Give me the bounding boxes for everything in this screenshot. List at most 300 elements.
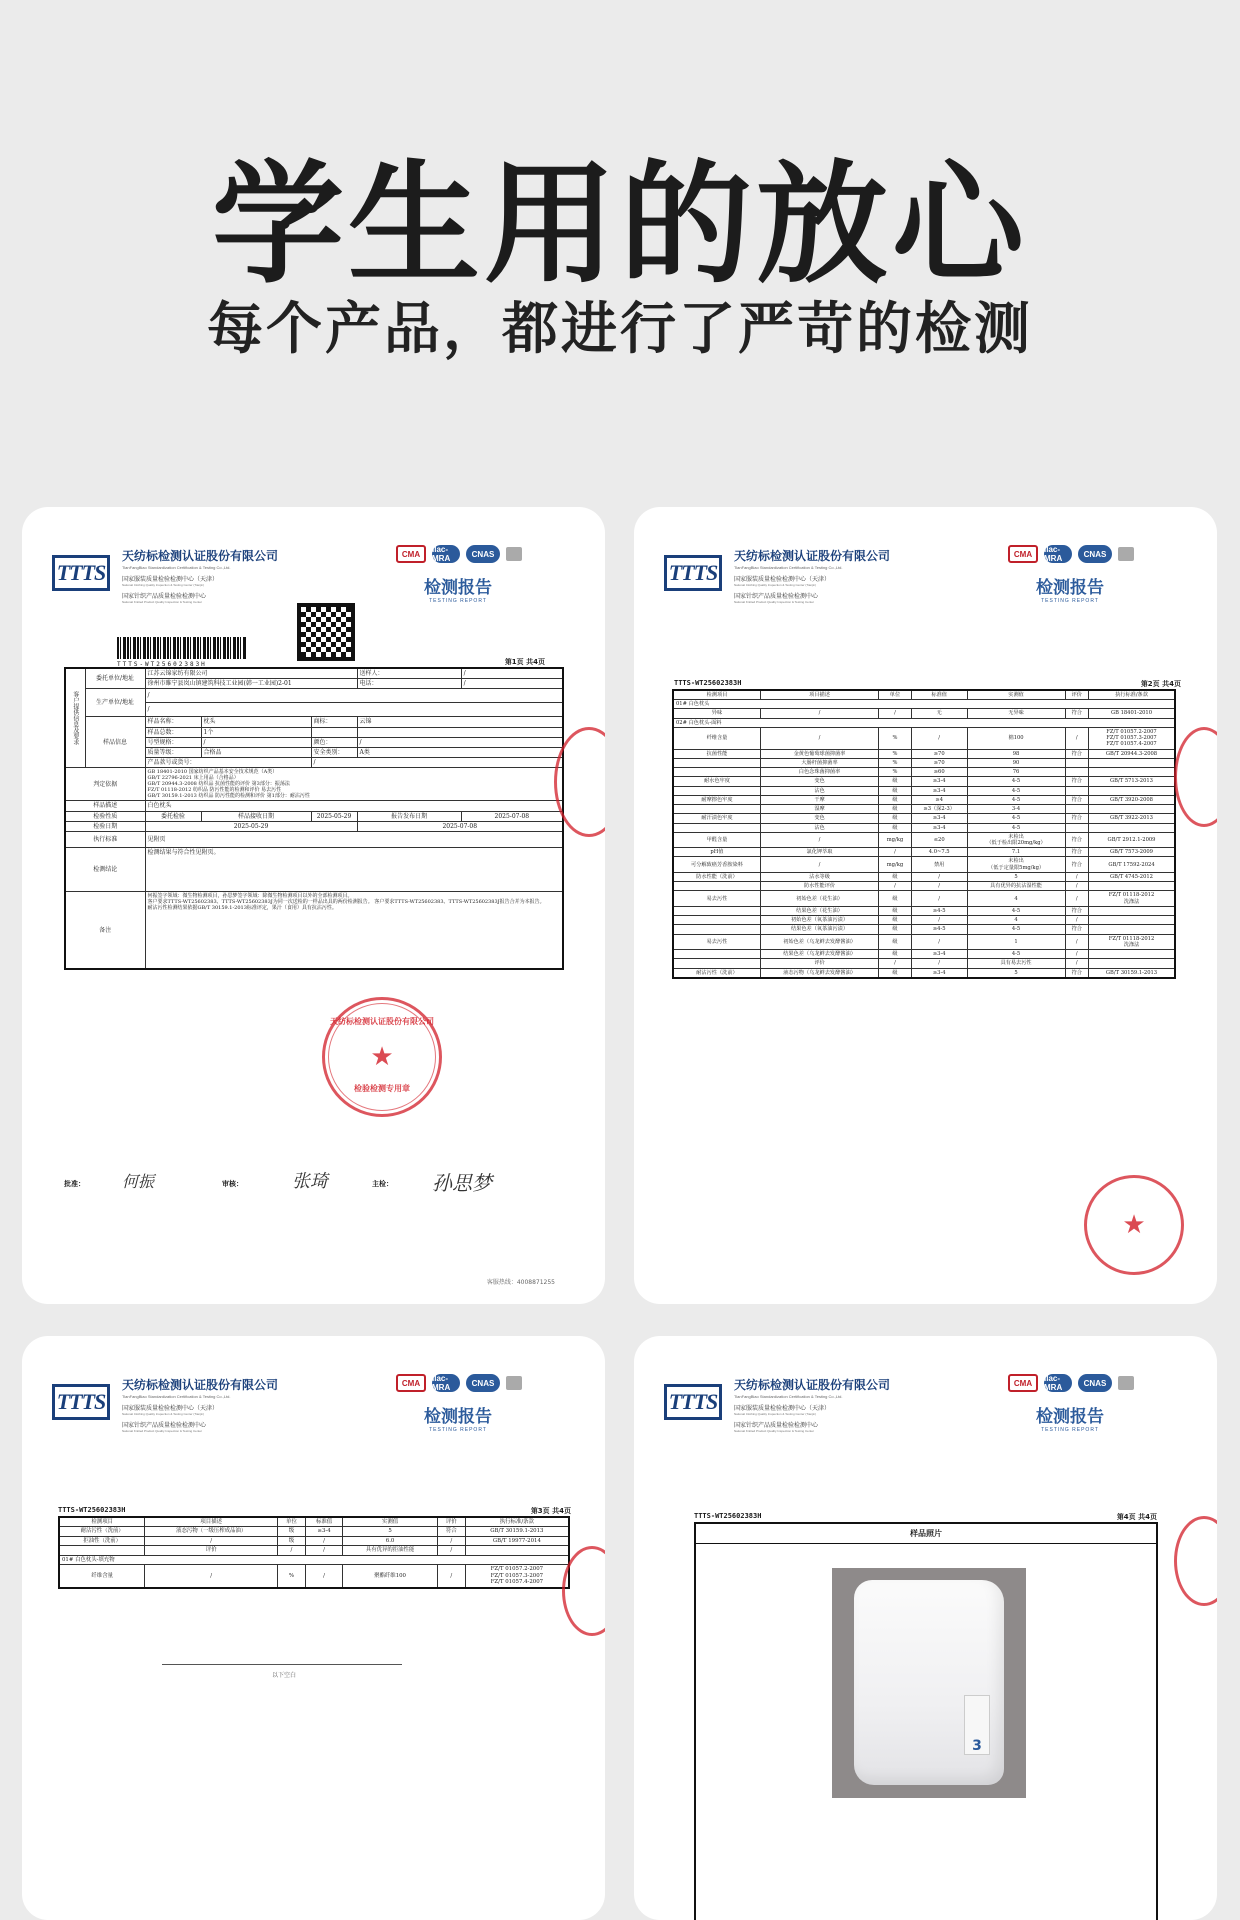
column-header: 标准值: [305, 1517, 342, 1527]
table-cell: GB/T 20944.3-2008: [1089, 749, 1175, 758]
table-row: [673, 968, 1175, 978]
report-card-page-4[interactable]: [634, 1336, 1217, 1920]
table-cell: 湿摩: [760, 805, 878, 814]
table-cell: 初始色差（花生油）: [760, 891, 878, 906]
producer-value: /: [145, 689, 563, 703]
table-cell: ≥3-4: [911, 823, 967, 832]
table-cell: [673, 959, 760, 968]
table-cell: /: [760, 857, 878, 872]
table-row: [673, 832, 1175, 847]
report-card-page-3[interactable]: [22, 1336, 605, 1920]
qr-mark-icon: [1118, 547, 1134, 561]
table-row: [673, 749, 1175, 758]
report-title-cn: 检测报告: [424, 578, 492, 598]
table-cell: 级: [879, 968, 912, 978]
sample-info-label: 样品信息: [85, 717, 145, 768]
center-2-en: National Knitted Product Quality Inspection & Testing Center: [734, 1429, 814, 1433]
conclusion-label: 检测结论: [65, 847, 145, 891]
edge-stamp-icon: [1174, 1516, 1217, 1606]
ilac-icon: ilac-MRA: [432, 1374, 460, 1392]
cnas-icon: CNAS: [466, 1374, 500, 1392]
table-cell: ≥70: [911, 758, 967, 767]
table-cell: ≥3-4: [305, 1527, 342, 1536]
qty-label: 样品总数：: [145, 727, 201, 737]
column-header: 单位: [879, 690, 912, 700]
table-cell: /: [879, 709, 912, 718]
client-label: 委托单位/地址: [85, 668, 145, 689]
report-title-en: TESTING REPORT: [1041, 1427, 1099, 1433]
table-cell: 氯化钾萃取: [760, 848, 878, 857]
ttts-logo-icon: TTTS: [52, 1384, 110, 1420]
table-cell: 级: [879, 916, 912, 925]
cma-icon: CMA: [396, 1374, 426, 1392]
brand-label: 商标：: [311, 717, 357, 727]
center-1: 国家服装质量检验检测中心（天津）: [734, 576, 831, 583]
center-1: 国家服装质量检验检测中心（天津）: [734, 1405, 831, 1412]
table-cell: 符合: [1065, 968, 1088, 978]
table-cell: GB/T 3920-2008: [1089, 795, 1175, 804]
report-card-page-2[interactable]: [634, 507, 1217, 1304]
table-cell: 76: [967, 768, 1065, 777]
grade-label: 质量等级：: [145, 747, 201, 757]
cert-marks: [1008, 545, 1134, 563]
table-cell: 可分解致癌芳香胺染料: [673, 857, 760, 872]
table-cell: /: [911, 882, 967, 891]
column-header: 单位: [278, 1517, 306, 1527]
table-cell: /: [879, 882, 912, 891]
safety-value: A类: [357, 747, 563, 757]
test-type-value: 委托检验: [145, 811, 201, 821]
table-cell: ≥3-4: [911, 814, 967, 823]
table-cell: ≥3-4: [911, 786, 967, 795]
table-row: [673, 925, 1175, 934]
signature-main: 孙思梦: [432, 1171, 492, 1195]
cert-marks: [396, 1374, 522, 1392]
table-cell: 4: [967, 891, 1065, 906]
table-cell: [465, 1546, 569, 1555]
table-row: [673, 882, 1175, 891]
table-row: [673, 848, 1175, 857]
report-title: [1036, 573, 1104, 604]
table-cell: /: [911, 872, 967, 881]
ttts-logo-icon: TTTS: [664, 1384, 722, 1420]
sample-photo-frame: [694, 1522, 1158, 1920]
table-cell: /: [911, 934, 967, 949]
remark-value: 何振签字领域：微生物检测项目，孙思梦签字领域：除微生物检测项目以外的全部检测项目。 客户要求TTTS-WT25602383、TTTS-WT25602383J为同一次送检的一样品出具的两份检测报告。 客户要求TTTS-WT25602383、TTTS-WT25602383J报告合并为本报告。 耐沾污性检测结果依据GB/T 30159.1-2013标准评定，果汁（食用）具有抗沾污性。: [145, 891, 563, 969]
table-cell: 液态污物（乌龙鲜去发酵酱油）: [760, 968, 878, 978]
table-cell: %: [879, 758, 912, 767]
review-label: 审核：: [222, 1180, 243, 1188]
section-row: [59, 1555, 569, 1564]
table-cell: /: [911, 959, 967, 968]
table-cell: /: [145, 1536, 278, 1545]
standards-value: GB 18401-2010 国家纺织产品基本安全技术规范（A类） GB/T 22796-2021 床上用品（合格品） GB/T 20944.3-2008 纺织品 抗菌性能的评价 第3部分：振荡法 FZ/T 01118-2012 纺织品 防污性能的检测和评价 易去污性 GB/T 30159.1-2013 纺织品 防污性能的检测和评价 第1部分：耐沾污性: [145, 768, 563, 801]
sample-photo: [832, 1568, 1026, 1798]
desc-value: 白色枕头: [145, 801, 563, 811]
stamp-subtext: 检验检测专用章: [354, 1084, 410, 1093]
table-cell: /: [437, 1565, 465, 1588]
org-name: 天纺标检测认证股份有限公司: [734, 549, 891, 563]
table-cell: 4-5: [967, 925, 1065, 934]
center-1: 国家服装质量检验检测中心（天津）: [122, 1405, 219, 1412]
table-cell: 干摩: [760, 795, 878, 804]
table-row: [673, 758, 1175, 767]
table-cell: GB/T 7573-2009: [1089, 848, 1175, 857]
table-cell: 符合: [1065, 777, 1088, 786]
producer-address: /: [145, 703, 563, 717]
table-row: [673, 823, 1175, 832]
cert-marks: [1008, 1374, 1134, 1392]
model-value: /: [201, 737, 311, 747]
table-cell: 级: [278, 1536, 306, 1545]
barcode-number: TTTS-WT25602383H: [117, 661, 207, 668]
table-cell: 符合: [1065, 749, 1088, 758]
results-table-page-3: [58, 1516, 570, 1589]
table-cell: 符合: [1065, 925, 1088, 934]
table-cell: FZ/T 01057.2-2007 FZ/T 01057.3-2007 FZ/T 01057.4-2007: [1089, 727, 1175, 749]
qty-value: 1个: [201, 727, 311, 737]
table-row: [59, 1536, 569, 1545]
table-cell: [59, 1546, 145, 1555]
ilac-icon: ilac-MRA: [1044, 1374, 1072, 1392]
table-cell: /: [1065, 891, 1088, 906]
main-label: 主检：: [372, 1180, 393, 1188]
table-cell: 未检出 （低于定量限5mg/kg）: [967, 857, 1065, 872]
pillow-tag: 3: [964, 1695, 990, 1755]
signature-approve: 何振: [122, 1172, 155, 1191]
table-cell: [673, 950, 760, 959]
table-cell: 级: [879, 906, 912, 915]
table-cell: [1065, 758, 1088, 767]
table-cell: [1089, 805, 1175, 814]
table-cell: 7.1: [967, 848, 1065, 857]
column-header: 评价: [437, 1517, 465, 1527]
table-cell: [673, 925, 760, 934]
table-cell: [1089, 768, 1175, 777]
table-cell: 4-5: [967, 823, 1065, 832]
ilac-icon: ilac-MRA: [1044, 545, 1072, 563]
table-cell: ≥3（深2-3）: [911, 805, 967, 814]
column-header: 实测值: [967, 690, 1065, 700]
table-cell: 符合: [1065, 832, 1088, 847]
org-name: 天纺标检测认证股份有限公司: [734, 1378, 891, 1392]
cma-icon: CMA: [1008, 545, 1038, 563]
table-cell: 纤维含量: [673, 727, 760, 749]
table-cell: /: [879, 959, 912, 968]
table-cell: ≥60: [911, 768, 967, 777]
desc-label: 样品描述: [65, 801, 145, 811]
report-title-cn: 检测报告: [424, 1407, 492, 1427]
table-cell: %: [278, 1565, 306, 1588]
cert-marks: [396, 545, 522, 563]
sender-value: /: [461, 668, 563, 679]
center-2-en: National Knitted Product Quality Inspection & Testing Center: [734, 600, 814, 604]
table-cell: [1089, 925, 1175, 934]
table-cell: GB/T 17592-2024: [1089, 857, 1175, 872]
table-cell: %: [879, 749, 912, 758]
report-title-en: TESTING REPORT: [429, 598, 487, 604]
table-cell: [1089, 823, 1175, 832]
table-cell: 评价: [760, 959, 878, 968]
table-cell: /: [437, 1536, 465, 1545]
issue-date-value: 2025-07-08: [461, 811, 563, 821]
table-cell: [1089, 959, 1175, 968]
doc-number: TTTS-WT25602383H: [694, 1512, 762, 1520]
color-label: 颜色：: [311, 737, 357, 747]
table-cell: [1065, 786, 1088, 795]
table-cell: 90: [967, 758, 1065, 767]
table-cell: 4-5: [967, 777, 1065, 786]
table-cell: [1065, 768, 1088, 777]
table-cell: [1065, 823, 1088, 832]
org-name-en: TianFangBiao Standardization Certification & Testing Co.,Ltd.: [734, 1394, 843, 1399]
table-cell: 4: [967, 916, 1065, 925]
standard-label: 判定依据: [65, 768, 145, 801]
center-1-en: National Clothing Quality Inspection & Testing Center (Tianjin): [122, 583, 205, 587]
table-cell: 符合: [437, 1527, 465, 1536]
table-row: [673, 872, 1175, 881]
table-cell: 评价: [145, 1546, 278, 1555]
table-cell: [1089, 906, 1175, 915]
table-row: [673, 891, 1175, 906]
table-cell: 级: [879, 934, 912, 949]
table-cell: 耐摩擦色牢度: [673, 795, 760, 804]
table-cell: [1089, 758, 1175, 767]
exec-label: 执行标准: [65, 831, 145, 847]
table-cell: 符合: [1065, 795, 1088, 804]
table-cell: /: [760, 727, 878, 749]
report-title: [1036, 1402, 1104, 1433]
table-cell: GB/T 30159.1-2013: [465, 1527, 569, 1536]
table-cell: ≤20: [911, 832, 967, 847]
page-number: 第4页 共4页: [1116, 1513, 1157, 1521]
table-cell: 易去污性: [673, 934, 760, 949]
side-label: 客户提供信息及要求: [65, 668, 85, 768]
official-stamp-icon: ★: [1084, 1175, 1184, 1275]
table-cell: 沾色: [760, 823, 878, 832]
table-cell: 5: [343, 1527, 438, 1536]
end-text: 以下空白: [272, 1672, 297, 1679]
table-cell: ≥3-4: [911, 950, 967, 959]
qr-mark-icon: [506, 1376, 522, 1390]
table-cell: 级: [278, 1527, 306, 1536]
table-cell: 6.0: [343, 1536, 438, 1545]
brand-value: 云锦: [357, 717, 563, 727]
table-cell: 4-5: [967, 906, 1065, 915]
table-cell: 4-5: [967, 795, 1065, 804]
end-divider: [162, 1664, 402, 1665]
table-cell: 异味: [673, 709, 760, 718]
table-row: [59, 1565, 569, 1588]
issue-date-label: 报告发布日期: [357, 811, 461, 821]
org-info: [734, 1376, 984, 1433]
table-cell: [673, 758, 760, 767]
table-cell: [1089, 786, 1175, 795]
column-header: 检测项目: [59, 1517, 145, 1527]
table-cell: GB 18401-2010: [1089, 709, 1175, 718]
column-header: 执行标准/条款: [465, 1517, 569, 1527]
table-row: [673, 916, 1175, 925]
table-row: [673, 857, 1175, 872]
qr-mark-icon: [506, 547, 522, 561]
table-cell: [1089, 882, 1175, 891]
ttts-logo-icon: TTTS: [664, 555, 722, 591]
org-info: [122, 1376, 372, 1433]
table-cell: FZ/T 01057.2-2007 FZ/T 01057.3-2007 FZ/T 01057.4-2007: [465, 1565, 569, 1588]
table-cell: GB/T 3922-2013: [1089, 814, 1175, 823]
name-label: 样品名称：: [145, 717, 201, 727]
table-cell: 具有优异的拒油性能: [343, 1546, 438, 1555]
table-row: [59, 1546, 569, 1555]
producer-label: 生产单位/地址: [85, 689, 145, 717]
recv-date-value: 2025-05-29: [311, 811, 357, 821]
table-cell: 沾色: [760, 786, 878, 795]
center-1-en: National Clothing Quality Inspection & Testing Center (Tianjin): [734, 583, 817, 587]
table-cell: /: [1065, 882, 1088, 891]
table-cell: GB/T 30159.1-2013: [1089, 968, 1175, 978]
section-row: [673, 700, 1175, 709]
table-cell: 级: [879, 925, 912, 934]
table-cell: 具有优异的抗沾湿性能: [967, 882, 1065, 891]
table-cell: %: [879, 768, 912, 777]
column-header: 执行标准/条款: [1089, 690, 1175, 700]
ttts-logo-icon: TTTS: [52, 555, 110, 591]
report-title: [424, 573, 492, 604]
page-headline: 学生用的放心: [212, 148, 1028, 302]
qr-code-icon: [297, 603, 355, 661]
cma-icon: CMA: [396, 545, 426, 563]
cnas-icon: CNAS: [1078, 545, 1112, 563]
section-label: 02# 白色枕头-面料: [673, 718, 1175, 727]
table-cell: GB/T 5713-2013: [1089, 777, 1175, 786]
table-cell: /: [1065, 950, 1088, 959]
table-cell: /: [1065, 959, 1088, 968]
official-stamp: [322, 997, 442, 1117]
report-header: [664, 537, 1194, 617]
table-cell: 级: [879, 805, 912, 814]
page-number: 第2页 共4页: [1140, 680, 1181, 688]
table-cell: [1065, 805, 1088, 814]
table-row: [673, 814, 1175, 823]
table-cell: 金黄色葡萄球菌抑菌率: [760, 749, 878, 758]
phone-value: /: [461, 679, 563, 689]
org-info: [734, 547, 984, 604]
table-cell: 3-4: [967, 805, 1065, 814]
org-info: [122, 547, 372, 604]
section-label: 01# 白色枕头: [673, 700, 1175, 709]
page-number: 第3页 共4页: [530, 1507, 571, 1515]
client-address: 徐州市睢宁县岚山镇建筑科技工业园(韩一工业园)2-01: [145, 679, 357, 689]
stamp-text: 天纺标检测认证股份有限公司: [330, 1017, 434, 1026]
table-cell: GB/T 2912.1-2009: [1089, 832, 1175, 847]
column-header: 项目描述: [145, 1517, 278, 1527]
cnas-icon: CNAS: [466, 545, 500, 563]
center-2-en: National Knitted Product Quality Inspection & Testing Center: [122, 1429, 202, 1433]
table-cell: [673, 916, 760, 925]
table-cell: 棉100: [967, 727, 1065, 749]
table-row: [673, 906, 1175, 915]
test-date-value: 2025-05-29: [145, 821, 357, 831]
star-icon: ★: [370, 1042, 394, 1072]
page-subline: 每个产品，都进行了严苛的检测: [207, 297, 1033, 362]
table-cell: /: [145, 1565, 278, 1588]
model-label: 号型规格：: [145, 737, 201, 747]
table-cell: 抗菌性能: [673, 749, 760, 758]
table-cell: /: [1065, 727, 1088, 749]
article-value: /: [311, 758, 563, 768]
table-cell: 耐汗渍色牢度: [673, 814, 760, 823]
center-2: 国家针织产品质量检验检测中心: [734, 1422, 819, 1429]
table-cell: 变色: [760, 814, 878, 823]
center-2: 国家针织产品质量检验检测中心: [122, 1422, 207, 1429]
test-date-label: 检验日期: [65, 821, 145, 831]
table-cell: 5: [967, 872, 1065, 881]
table-cell: /: [911, 891, 967, 906]
org-name: 天纺标检测认证股份有限公司: [122, 549, 279, 563]
approve-label: 批准：: [64, 1180, 85, 1188]
table-cell: /: [1065, 916, 1088, 925]
table-row: [59, 1527, 569, 1536]
barcode-icon: [117, 637, 247, 659]
table-row: [673, 934, 1175, 949]
table-row: [673, 805, 1175, 814]
table-row: [673, 795, 1175, 804]
table-cell: 初始色差（氧茶油污渍）: [760, 916, 878, 925]
table-cell: /: [911, 916, 967, 925]
table-cell: 符合: [1065, 709, 1088, 718]
table-cell: 98: [967, 749, 1065, 758]
table-header-row: [673, 690, 1175, 700]
center-1-en: National Clothing Quality Inspection & Testing Center (Tianjin): [734, 1412, 817, 1416]
table-cell: 级: [879, 795, 912, 804]
table-cell: 4.0~7.5: [911, 848, 967, 857]
report-card-page-1[interactable]: [22, 507, 605, 1304]
table-cell: /: [1065, 872, 1088, 881]
table-cell: 具有易去污性: [967, 959, 1065, 968]
table-cell: 耐沾污性（洗前）: [59, 1527, 145, 1536]
table-cell: 防水性能（洗前）: [673, 872, 760, 881]
report-title-en: TESTING REPORT: [1041, 598, 1099, 604]
table-cell: 4-5: [967, 814, 1065, 823]
table-cell: [673, 823, 760, 832]
phone-label: 电话：: [357, 679, 461, 689]
table-cell: [1089, 916, 1175, 925]
table-cell: 5: [967, 968, 1065, 978]
recv-date-label: 样品接收日期: [201, 811, 311, 821]
center-2: 国家针织产品质量检验检测中心: [122, 593, 207, 600]
table-row: [673, 768, 1175, 777]
table-cell: 初始色差（乌龙鲜去发酵酱油）: [760, 934, 878, 949]
table-cell: /: [879, 848, 912, 857]
pillow-image: [854, 1580, 1004, 1785]
table-row: [673, 727, 1175, 749]
table-cell: [673, 906, 760, 915]
table-cell: ≥4-5: [911, 925, 967, 934]
column-header: 检测项目: [673, 690, 760, 700]
table-cell: 结果色差（花生油）: [760, 906, 878, 915]
ilac-icon: ilac-MRA: [432, 545, 460, 563]
cma-icon: CMA: [1008, 1374, 1038, 1392]
table-cell: [673, 786, 760, 795]
table-cell: 符合: [1065, 857, 1088, 872]
table-cell: ≥3-4: [911, 777, 967, 786]
table-cell: 符合: [1065, 906, 1088, 915]
article-label: 产品款号或货号：: [145, 758, 311, 768]
table-cell: 聚酯纤维100: [343, 1565, 438, 1588]
table-cell: [1089, 950, 1175, 959]
table-cell: 甲醛含量: [673, 832, 760, 847]
doc-number: TTTS-WT25602383H: [674, 679, 742, 687]
